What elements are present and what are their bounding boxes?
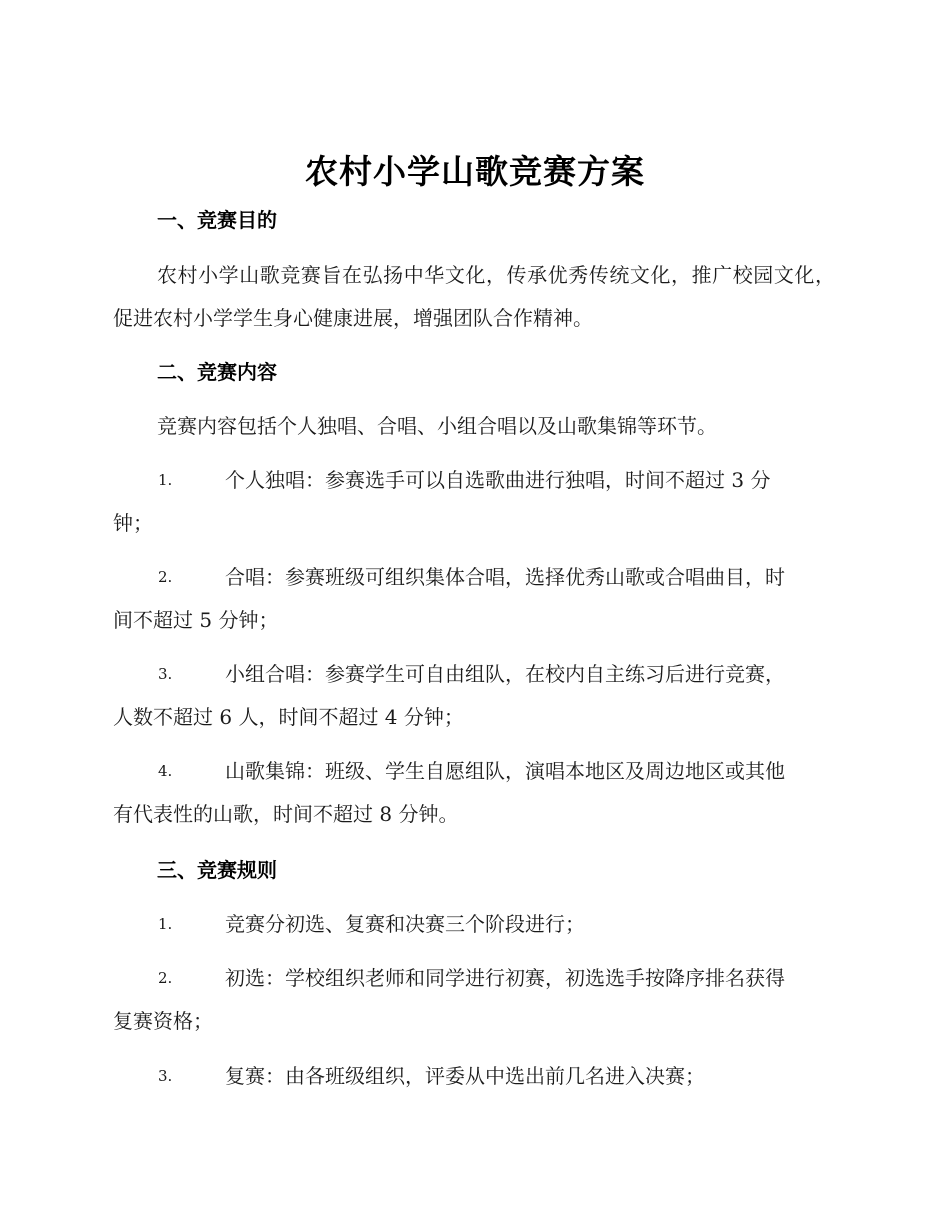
list-item-number: 2. (158, 969, 173, 987)
list-item-number: 1. (158, 471, 173, 489)
section-heading-purpose: 一、竞赛目的 (157, 208, 277, 232)
list-item (113, 903, 835, 946)
list-item-text-continued: 复赛资格； (113, 1009, 213, 1033)
section-heading-content: 二、竞赛内容 (157, 360, 277, 384)
section-heading-rules: 三、竞赛规则 (157, 858, 277, 882)
list-item-number: 2. (158, 568, 173, 586)
list-item-text: 初选：学校组织老师和同学进行初赛，初选选手按降序排名获得 (225, 966, 785, 990)
list-item-number: 4. (158, 762, 173, 780)
list-item-number: 3. (158, 1067, 173, 1085)
list-item-text-continued: 人数不超过 6 人，时间不超过 4 分钟； (113, 705, 464, 729)
list-item-text-continued: 间不超过 5 分钟； (113, 608, 279, 632)
list-item (113, 1055, 835, 1098)
list-item-text: 个人独唱：参赛选手可以自选歌曲进行独唱，时间不超过 3 分 (225, 468, 771, 492)
list-item-number: 1. (158, 915, 173, 933)
list-item-text: 山歌集锦：班级、学生自愿组队，演唱本地区及周边地区或其他 (225, 759, 785, 783)
list-item (113, 556, 835, 642)
list-item-text-continued: 有代表性的山歌，时间不超过 8 分钟。 (113, 802, 459, 826)
page-title: 农村小学山歌竞赛方案 (305, 152, 645, 191)
list-item-text: 竞赛分初选、复赛和决赛三个阶段进行； (225, 912, 585, 936)
list-item (113, 459, 835, 545)
list-item (113, 750, 835, 836)
paragraph-purpose: 农村小学山歌竞赛旨在弘扬中华文化，传承优秀传统文化，推广校园文化，促进农村小学学生身心健康进展，增强团队合作精神。 (113, 263, 835, 330)
list-item-text: 复赛：由各班级组织，评委从中选出前几名进入决赛； (225, 1064, 705, 1088)
list-item-text: 小组合唱：参赛学生可自由组队，在校内自主练习后进行竞赛， (225, 662, 785, 686)
list-item (113, 653, 835, 739)
list-item-text-continued: 钟； (113, 511, 153, 535)
list-item-number: 3. (158, 665, 173, 683)
list-item (113, 957, 835, 1043)
paragraph-content: 竞赛内容包括个人独唱、合唱、小组合唱以及山歌集锦等环节。 (157, 414, 717, 438)
list-item-text: 合唱：参赛班级可组织集体合唱，选择优秀山歌或合唱曲目，时 (225, 565, 785, 589)
